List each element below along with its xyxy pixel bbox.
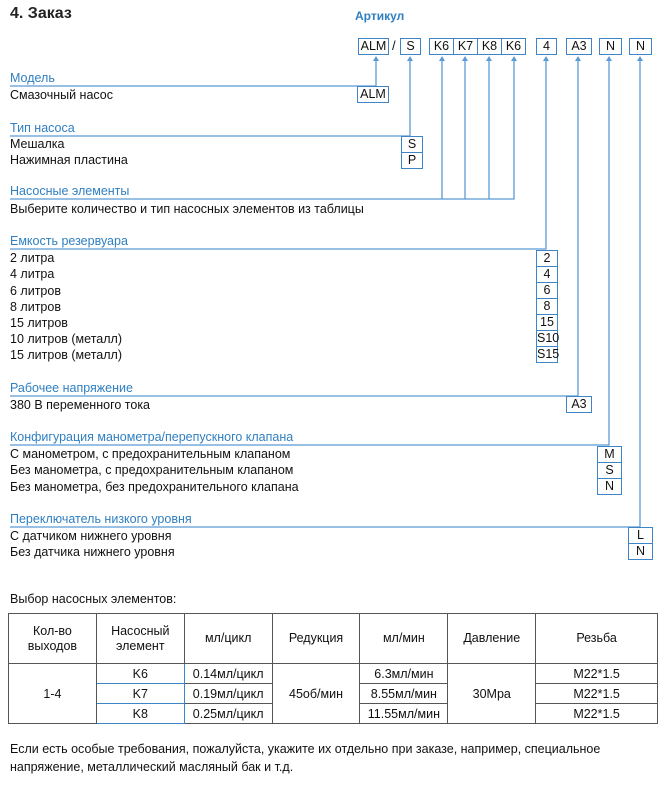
option-code: S10 <box>537 331 560 345</box>
option-label: Мешалка <box>10 137 65 151</box>
cell-thread: M22*1.5 <box>536 664 658 684</box>
code-box-tank: 4 <box>536 38 557 55</box>
option-label: 8 литров <box>10 300 61 314</box>
option-code: P <box>401 152 423 169</box>
cell-pressure: 30Mpa <box>448 664 536 724</box>
table-header-row <box>9 614 658 664</box>
option-code: 8 <box>536 298 558 315</box>
code-box-voltage: A3 <box>566 38 592 55</box>
option-code: S <box>401 136 423 153</box>
arrow-icon <box>486 56 492 61</box>
option-code: S <box>597 462 622 479</box>
section-header-gauge-config: Конфигурация манометра/перепускного клапана <box>10 430 294 444</box>
option-label: Без манометра, с предохранительным клапаном <box>10 463 294 477</box>
column-header-element: Насосный элемент <box>96 614 184 664</box>
cell-ml-cycle: 0.25мл/цикл <box>184 704 272 724</box>
option-label: С датчиком нижнего уровня <box>10 529 172 543</box>
option-code: ALM <box>357 86 389 103</box>
connector-elements <box>10 58 514 199</box>
special-requirements-note: Если есть особые требования, пожалуйста, укажите их отдельно при заказе, например, специальное напряжение, металлический масляный бак и т.д. <box>10 742 601 774</box>
arrow-icon <box>462 56 468 61</box>
pump-elements-table <box>8 613 658 724</box>
pump-elements-description: Выберите количество и тип насосных элементов из таблицы <box>10 202 364 216</box>
column-header-ml-cycle: мл/цикл <box>184 614 272 664</box>
table-title: Выбор насосных элементов: <box>10 592 177 606</box>
option-label: С манометром, с предохранительным клапаном <box>10 447 291 461</box>
option-label: 15 литров <box>10 316 68 330</box>
option-label: Без манометра, без предохранительного клапана <box>10 480 299 494</box>
cell-ml-min: 8.55мл/мин <box>360 684 448 704</box>
section-header-model: Модель <box>10 71 55 85</box>
option-label: 4 литра <box>10 267 55 281</box>
connector-model <box>10 58 376 86</box>
option-label: Нажимная пластина <box>10 153 128 167</box>
arrow-icon <box>373 56 379 61</box>
option-code: 15 <box>536 314 558 331</box>
column-header-reduction: Редукция <box>272 614 360 664</box>
cell-ml-min: 6.3мл/мин <box>360 664 448 684</box>
cell-element: K6 <box>96 664 184 684</box>
arrow-heads <box>373 56 643 61</box>
code-box-model: ALM <box>358 38 389 55</box>
option-label: Смазочный насос <box>10 88 114 102</box>
option-code: N <box>597 478 622 495</box>
option-label: 2 литра <box>10 251 55 265</box>
arrow-icon <box>606 56 612 61</box>
code-box-element-1: K6 <box>429 38 454 55</box>
arrow-icon <box>407 56 413 61</box>
option-code: 6 <box>536 282 558 299</box>
cell-ml-cycle: 0.19мл/цикл <box>184 684 272 704</box>
section-header-tank-capacity: Емкость резервуара <box>10 234 128 248</box>
cell-reduction: 45об/мин <box>272 664 360 724</box>
column-header-outlets: Кол-во выходов <box>9 614 97 664</box>
cell-thread: M22*1.5 <box>536 704 658 724</box>
column-header-pressure: Давление <box>448 614 536 664</box>
option-label: 6 литров <box>10 284 61 298</box>
cell-outlets: 1-4 <box>9 664 97 724</box>
cell-element: K7 <box>96 684 184 704</box>
option-label: 15 литров (металл) <box>10 348 122 362</box>
cell-thread: M22*1.5 <box>536 684 658 704</box>
page-title: 4. Заказ <box>10 5 72 22</box>
arrow-icon <box>637 56 643 61</box>
code-box-element-3: K8 <box>477 38 502 55</box>
article-label: Артикул <box>355 9 405 23</box>
section-header-low-level: Переключатель низкого уровня <box>10 512 192 526</box>
arrow-icon <box>439 56 445 61</box>
option-code: 4 <box>536 266 558 283</box>
option-code: S15 <box>537 347 560 361</box>
option-code: M <box>597 446 622 463</box>
option-label: 380 В переменного тока <box>10 398 151 412</box>
section-header-voltage: Рабочее напряжение <box>10 381 133 395</box>
arrow-icon <box>575 56 581 61</box>
code-box-pump-type: S <box>400 38 421 55</box>
option-label: Без датчика нижнего уровня <box>10 545 175 559</box>
arrow-icon <box>543 56 549 61</box>
column-header-thread: Резьба <box>536 614 658 664</box>
option-code: 2 <box>536 250 558 267</box>
section-header-pump-type: Тип насоса <box>10 121 75 135</box>
cell-element: K8 <box>96 704 184 724</box>
option-code: A3 <box>566 396 592 413</box>
option-label: 10 литров (металл) <box>10 332 122 346</box>
cell-ml-cycle: 0.14мл/цикл <box>184 664 272 684</box>
cell-ml-min: 11.55мл/мин <box>360 704 448 724</box>
section-header-pump-elements: Насосные элементы <box>10 184 130 198</box>
code-box-element-2: K7 <box>453 38 478 55</box>
table-row <box>9 664 658 684</box>
option-code: N <box>628 543 653 560</box>
column-header-ml-min: мл/мин <box>360 614 448 664</box>
code-separator: / <box>392 38 396 53</box>
code-box-element-4: K6 <box>501 38 526 55</box>
arrow-icon <box>511 56 517 61</box>
option-code: L <box>628 527 653 544</box>
code-box-gauge: N <box>599 38 622 55</box>
code-box-low-level: N <box>629 38 652 55</box>
